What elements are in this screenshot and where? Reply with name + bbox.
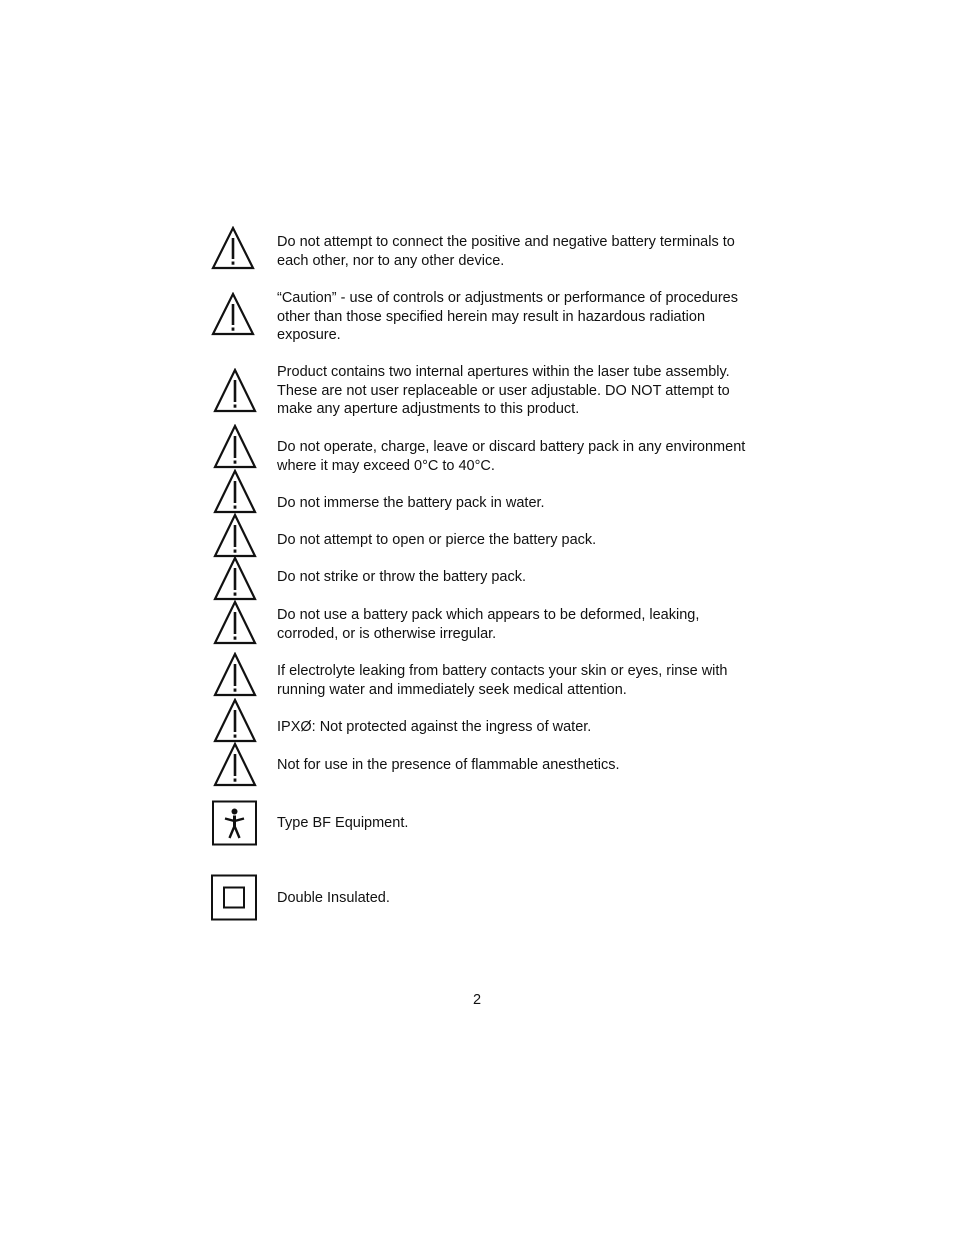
warning-text: “Caution” - use of controls or adjustments or performance of procedures other than those specified herein may result in hazardous radiation exposure. (277, 290, 738, 344)
warning-triangle-icon (210, 556, 260, 602)
warning-triangle-icon (210, 600, 260, 646)
warning-triangle-icon (210, 513, 260, 559)
symbol-text: Double Insulated. (277, 890, 390, 906)
warning-text: Do not use a battery pack which appears to be deformed, leaking, corroded, or is otherwise irregular. (277, 607, 700, 642)
warning-text: Do not attempt to open or pierce the battery pack. (277, 532, 597, 548)
warning-triangle-icon (210, 368, 260, 414)
double-insulated-icon (210, 874, 258, 922)
warning-triangle-icon (210, 742, 260, 788)
warning-text: Do not attempt to connect the positive and negative battery terminals to each other, nor to any other device. (277, 234, 735, 269)
warning-triangle-icon (210, 652, 260, 698)
warning-triangle-icon (210, 226, 260, 272)
warning-triangle-icon (210, 292, 260, 338)
warning-text: Product contains two internal apertures within the laser tube assembly. These are not user replaceable or user adjustable. DO NOT attempt to make any aperture adjustments to this product. (277, 364, 730, 418)
warning-triangle-icon (210, 698, 260, 744)
warning-text: IPXØ: Not protected against the ingress of water. (277, 719, 592, 735)
warning-triangle-icon (210, 424, 260, 470)
warning-triangle-icon (210, 469, 260, 515)
page-number: 2 (472, 992, 482, 1008)
warning-text: Do not strike or throw the battery pack. (277, 569, 527, 585)
warning-text: Not for use in the presence of flammable anesthetics. (277, 757, 620, 773)
warning-text: Do not operate, charge, leave or discard battery pack in any environment where it may exceed 0°C to 40°C. (277, 439, 746, 474)
type-bf-person-icon (210, 800, 258, 848)
warning-text: If electrolyte leaking from battery contacts your skin or eyes, rinse with running water and immediately seek medical attention. (277, 663, 728, 698)
symbol-text: Type BF Equipment. (277, 815, 409, 831)
warning-text: Do not immerse the battery pack in water. (277, 495, 545, 511)
